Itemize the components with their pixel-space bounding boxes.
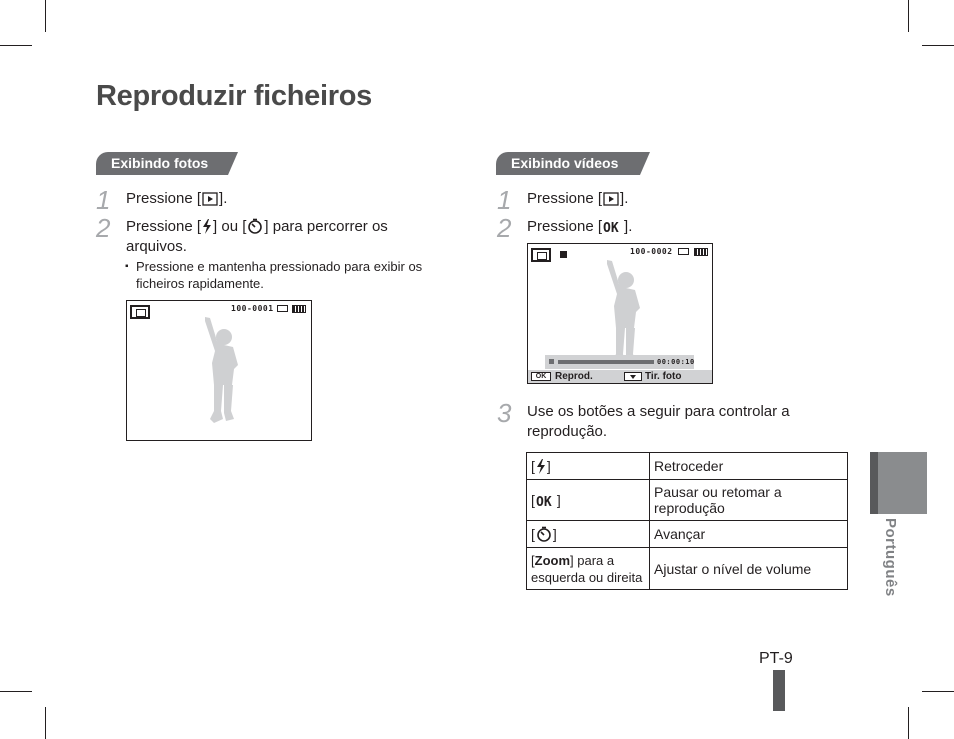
key-cell: [Zoom] para a esquerda ou direita [527, 548, 650, 590]
chevron-down-icon [630, 375, 636, 379]
video-icon [560, 251, 567, 258]
key-cell: [ OK ] [527, 480, 650, 521]
section-tab-videos: Exibindo vídeos [496, 152, 640, 175]
video-time: 00:00:10 [657, 358, 695, 366]
video-progress-track [558, 360, 654, 364]
ok-key-badge: OK [531, 372, 551, 381]
camera-screen-photo [126, 300, 312, 441]
timer-icon [536, 526, 552, 542]
flash-icon [202, 219, 212, 234]
play-icon [202, 192, 218, 206]
crop-mark [45, 0, 46, 32]
memory-icon [277, 305, 288, 312]
svg-text:OK: OK [603, 221, 619, 234]
crop-mark [0, 691, 32, 692]
reprod-label: Reprod. [555, 371, 593, 382]
action-cell: Ajustar o nível de volume [650, 548, 848, 590]
flash-icon [536, 459, 546, 474]
crop-mark [922, 45, 954, 46]
play-mode-icon [130, 305, 150, 319]
language-tab-stripe [870, 452, 878, 514]
tirfoto-label: Tir. foto [645, 371, 682, 382]
bullet-note: ▪ Pressione e mantenha pressionado para exibir os ficheiros rapidamente. [136, 258, 446, 292]
file-number: 100-0002 [630, 247, 673, 256]
camera-screen-video [527, 243, 713, 384]
step-text: Pressione [ ]. [126, 190, 228, 207]
section-tab-photos: Exibindo fotos [96, 152, 228, 175]
ok-icon [603, 220, 623, 234]
ok-icon [536, 494, 556, 508]
table-row [527, 521, 848, 548]
battery-icon [694, 248, 708, 256]
page-number: PT-9 [759, 650, 793, 667]
person-silhouette [190, 315, 250, 430]
language-label: Português [882, 518, 899, 597]
action-cell: Pausar ou retomar a reprodução [650, 480, 848, 521]
zoom-key-rest: ] para a esquerda ou direita [531, 552, 643, 585]
page-number-bar [773, 670, 785, 711]
file-number: 100-0001 [231, 304, 274, 313]
step-text: Pressione [ ]. [527, 190, 629, 207]
page-title: Reproduzir ficheiros [96, 80, 372, 112]
table-row [527, 453, 848, 480]
table-row [527, 480, 848, 521]
down-key-badge [624, 372, 642, 381]
action-cell: Retroceder [650, 453, 848, 480]
crop-mark [922, 691, 954, 692]
step-text: Use os botões a seguir para controlar a reprodução. [527, 403, 790, 440]
step-text: Pressione [ ] ou [ ] para percorrer os arquivos. [126, 218, 388, 255]
controls-table [526, 452, 848, 590]
action-cell: Avançar [650, 521, 848, 548]
step-number: 3 [497, 398, 512, 428]
table-row [527, 548, 848, 590]
step-number: 1 [96, 185, 111, 215]
step-text: Pressione [ OK ]. [527, 218, 633, 235]
crop-mark [0, 45, 32, 46]
crop-mark [45, 707, 46, 739]
svg-text:OK: OK [535, 495, 552, 508]
key-cell: [ ] [527, 453, 650, 480]
language-tab-block [870, 452, 927, 514]
key-cell: [ ] [527, 521, 650, 548]
memory-icon [678, 248, 689, 255]
step-number: 1 [497, 185, 512, 215]
play-icon [603, 192, 619, 206]
battery-icon [292, 305, 306, 313]
step-number: 2 [497, 213, 512, 243]
crop-mark [908, 0, 909, 32]
zoom-key-label: Zoom [534, 552, 571, 568]
progress-start-marker [549, 359, 554, 364]
play-mode-icon [531, 248, 551, 262]
step-number: 2 [96, 213, 111, 243]
timer-icon [247, 218, 263, 234]
crop-mark [908, 707, 909, 739]
